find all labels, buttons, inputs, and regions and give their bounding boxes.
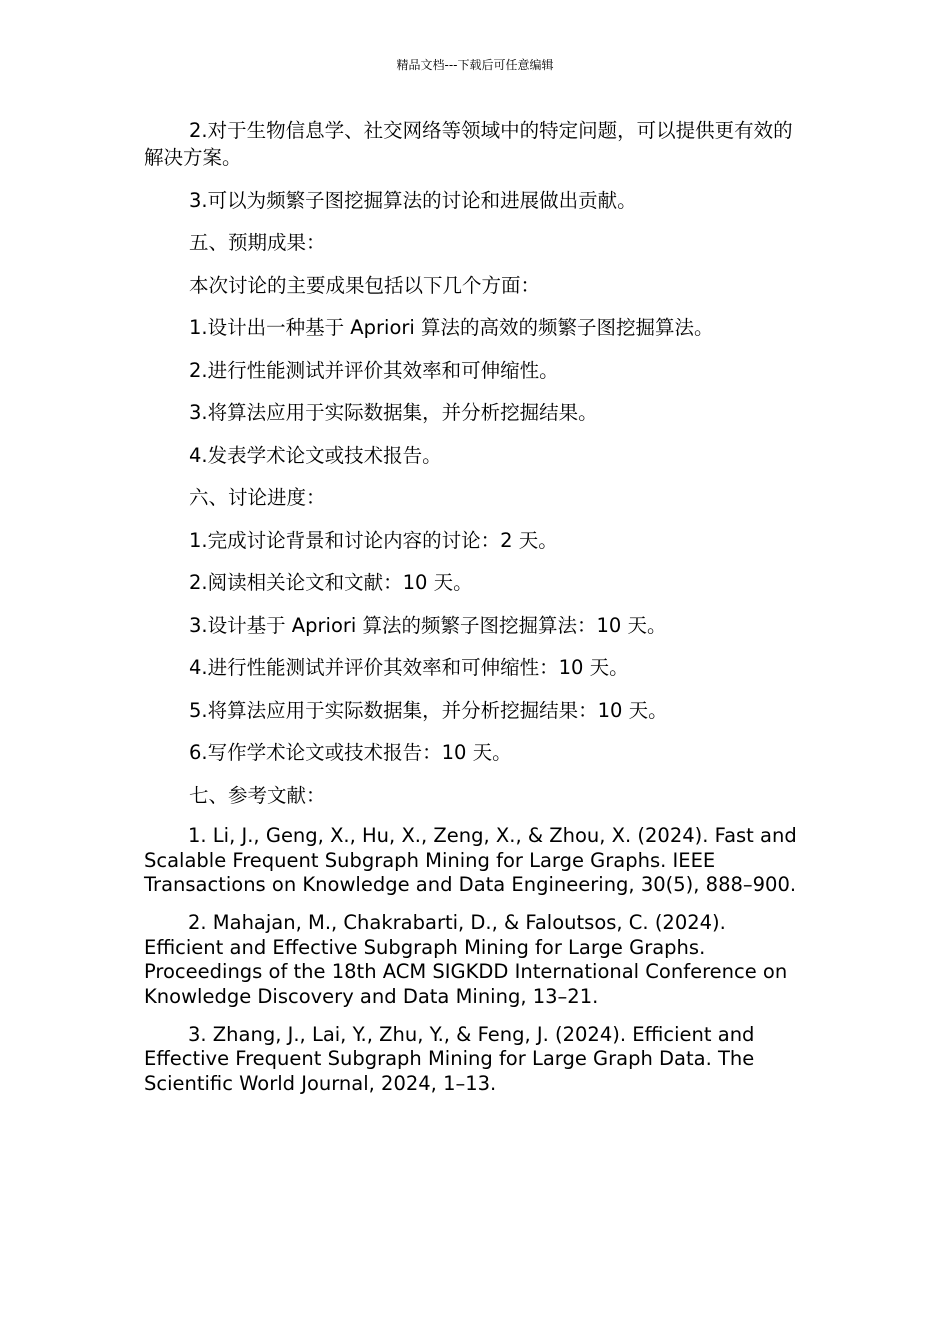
reference-item: 3. Zhang, J., Lai, Y., Zhu, Y., & Feng, J. (2024). Efficient and Effective Frequent Subgraph Mining for Large Graph Data. The Scientific World Journal, 2024, 1–13. [144, 1022, 755, 1095]
section-heading: 五、预期成果： [189, 231, 326, 254]
reference-item: 1. Li, J., Geng, X., Hu, X., Zeng, X., & Zhou, X. (2024). Fast and Scalable Frequent Subgraph Mining for Large Graphs. IEEE Transactions on Knowledge and Data Engineering, 30(5), 888–900. [144, 824, 797, 896]
paragraph: 2.对于生物信息学、社交网络等领域中的特定问题，可以提供更有效的解决方案。 [144, 119, 793, 169]
section-heading: 六、讨论进度： [189, 486, 326, 509]
list-item: 3.将算法应用于实际数据集，并分析挖掘结果。 [189, 401, 598, 424]
page-header: 精品文档---下载后可任意编辑 [396, 58, 554, 72]
document-body [144, 117, 804, 1110]
list-item: 4.发表学术论文或技术报告。 [189, 443, 442, 467]
list-item: 5.将算法应用于实际数据集，并分析挖掘结果：10 天。 [189, 698, 668, 722]
reference-item: 2. Mahajan, M., Chakrabarti, D., & Faloutsos, C. (2024). Efficient and Effective Subgraph Mining for Large Graphs. Proceedings of the 18th ACM SIGKDD International Conference on Knowledge Discovery and Data Mining, 13–21. [144, 911, 788, 1008]
list-item: 1.设计出一种基于 Apriori 算法的高效的频繁子图挖掘算法。 [189, 316, 714, 339]
list-item: 1.完成讨论背景和讨论内容的讨论：2 天。 [189, 528, 558, 552]
list-item: 4.进行性能测试并评价其效率和可伸缩性：10 天。 [189, 656, 629, 679]
list-item: 2.进行性能测试并评价其效率和可伸缩性。 [189, 358, 559, 382]
list-item: 3.设计基于 Apriori 算法的频繁子图挖掘算法：10 天。 [189, 613, 667, 637]
paragraph: 3.可以为频繁子图挖掘算法的讨论和进展做出贡献。 [189, 188, 637, 212]
paragraph: 本次讨论的主要成果包括以下几个方面： [189, 273, 541, 297]
list-item: 6.写作学术论文或技术报告：10 天。 [189, 741, 512, 764]
section-heading: 七、参考文献： [189, 783, 326, 807]
list-item: 2.阅读相关论文和文献：10 天。 [189, 571, 473, 594]
